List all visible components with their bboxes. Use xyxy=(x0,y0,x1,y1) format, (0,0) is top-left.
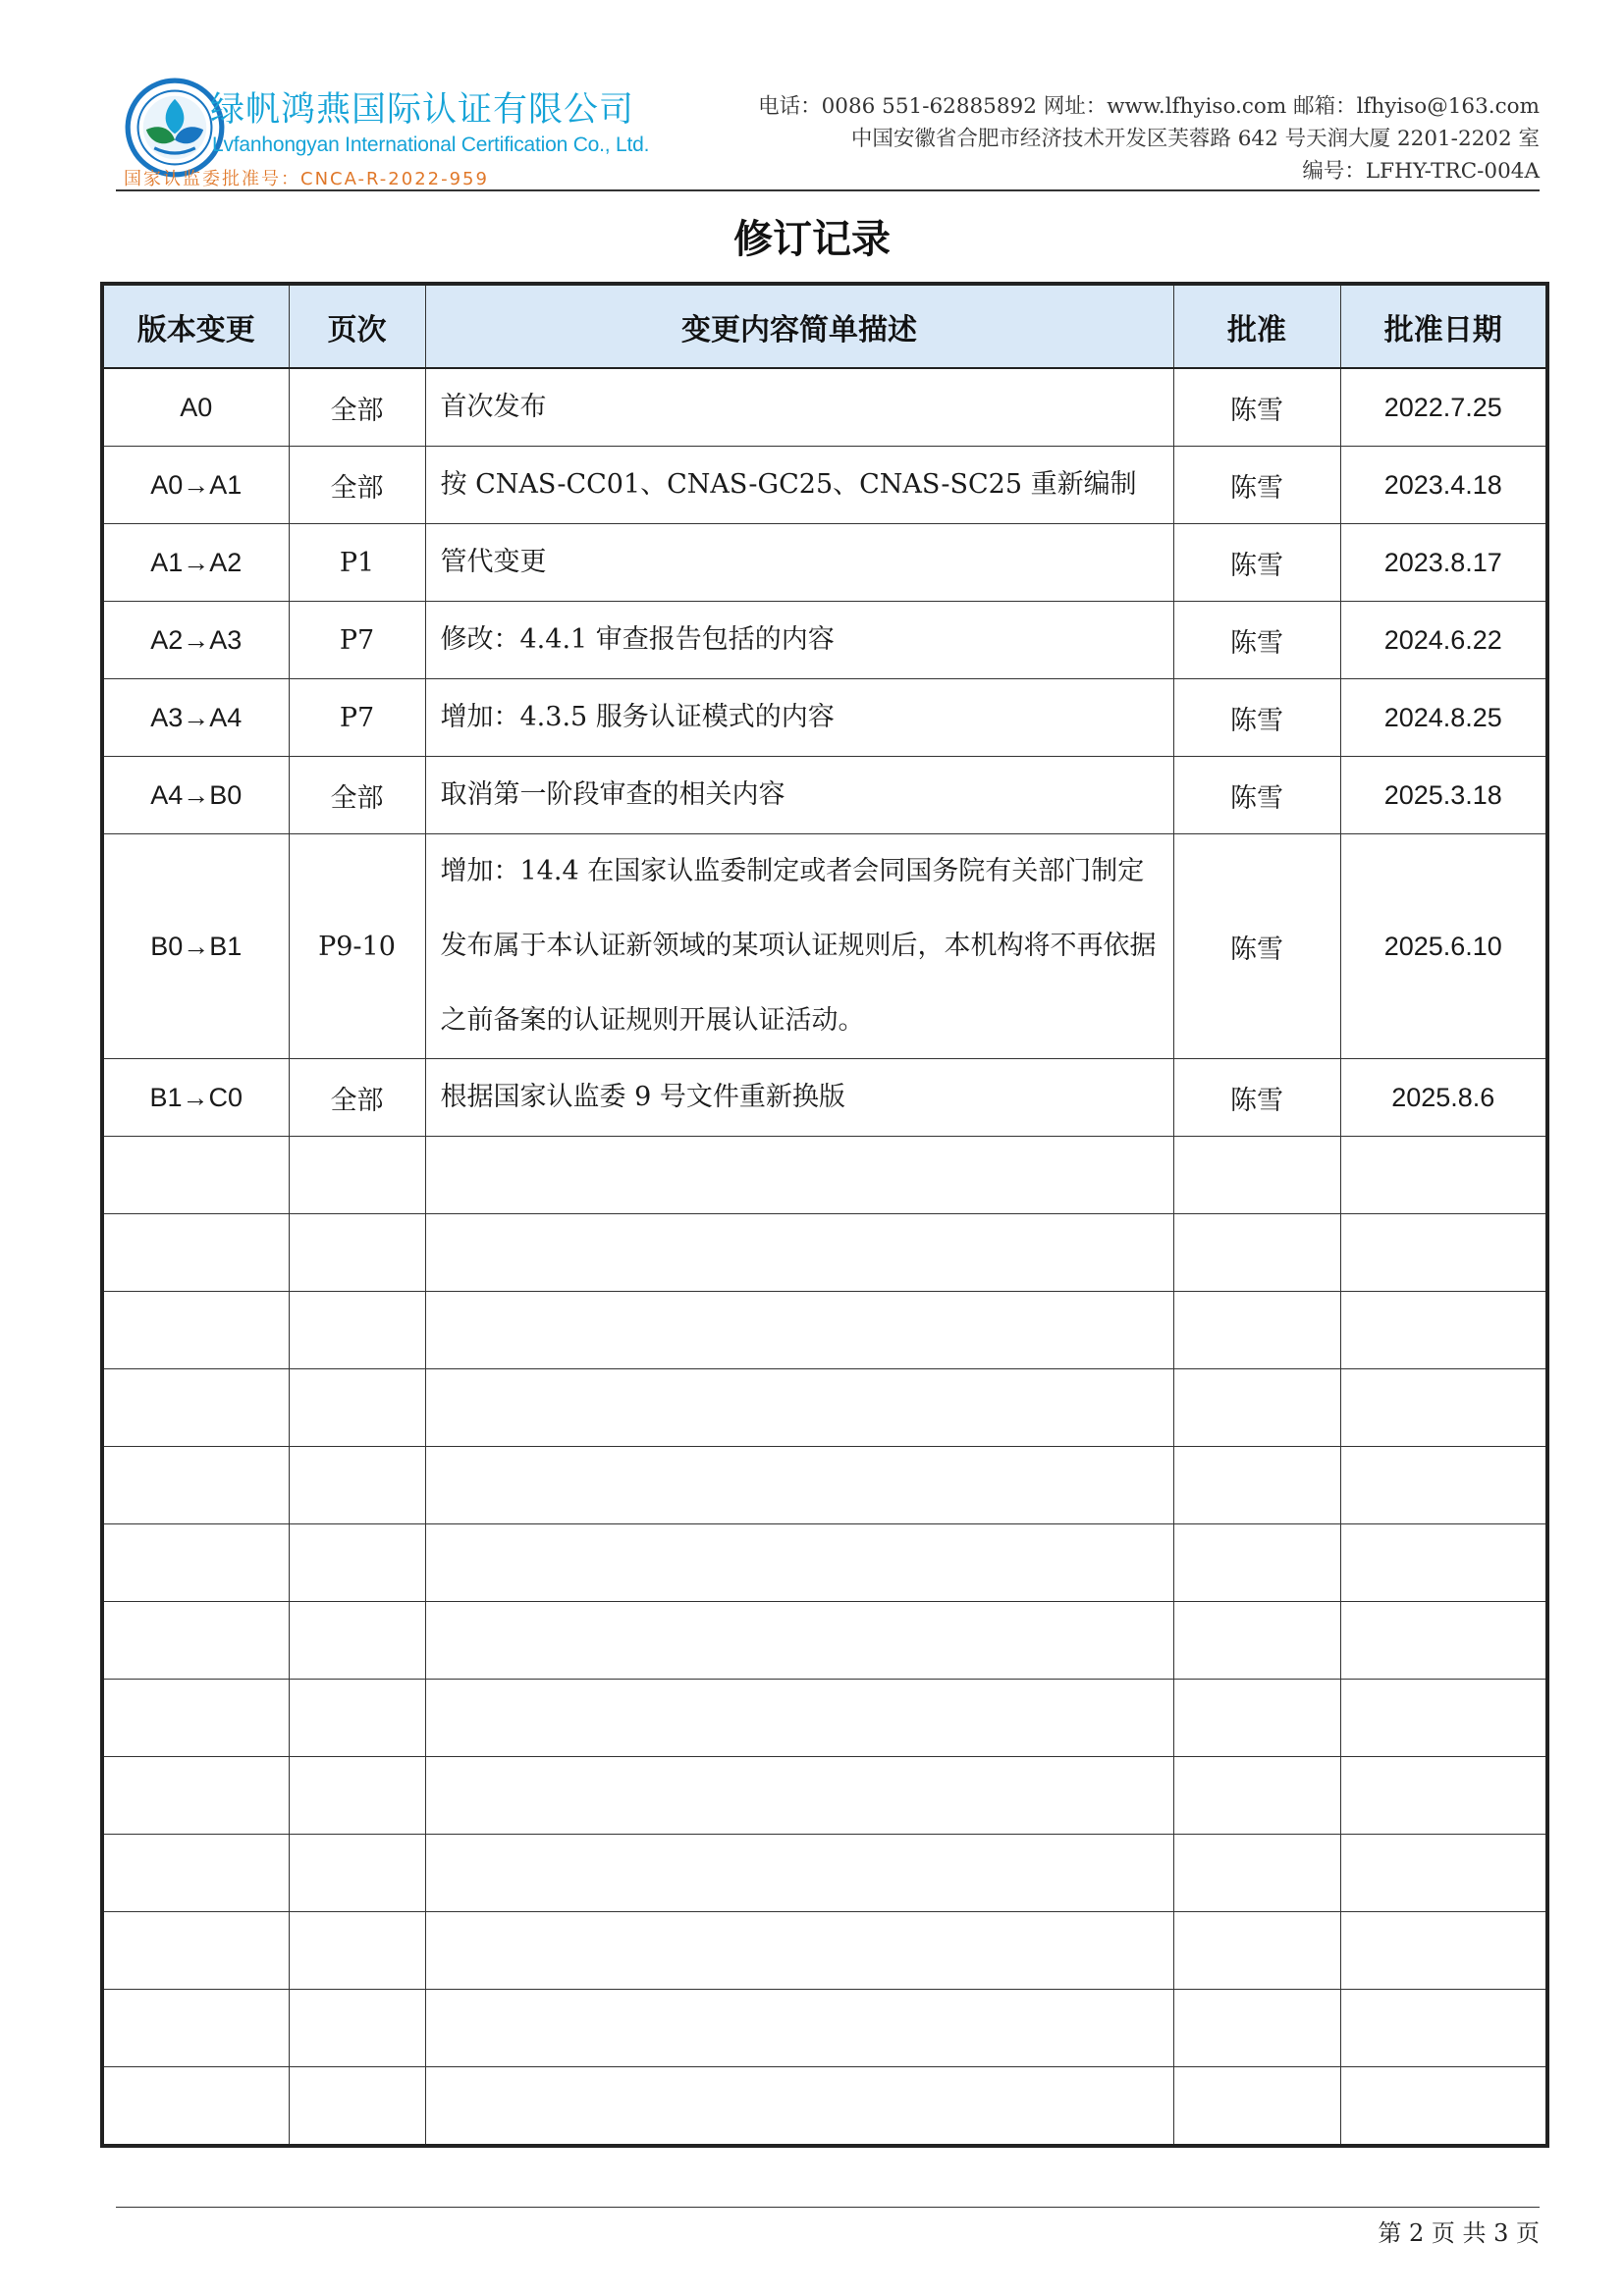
empty-cell xyxy=(1340,1835,1547,1912)
header-version: 版本变更 xyxy=(102,284,289,368)
page-number: 第 2 页 共 3 页 xyxy=(1378,2219,1540,2247)
empty-cell xyxy=(102,2067,289,2147)
approver-cell: 陈雪 xyxy=(1173,524,1340,602)
empty-row xyxy=(102,1447,1547,1524)
empty-cell xyxy=(1340,1912,1547,1990)
empty-cell xyxy=(102,1137,289,1214)
empty-row xyxy=(102,1912,1547,1990)
date-cell: 2025.3.18 xyxy=(1340,757,1547,834)
description-cell: 首次发布 xyxy=(425,368,1173,447)
revision-table xyxy=(100,282,1549,2148)
empty-row xyxy=(102,1835,1547,1912)
empty-cell xyxy=(1173,1447,1340,1524)
empty-row xyxy=(102,1292,1547,1369)
empty-cell xyxy=(289,1137,425,1214)
version-cell: A3→A4 xyxy=(102,679,289,757)
empty-cell xyxy=(289,2067,425,2147)
date-cell: 2022.7.25 xyxy=(1340,368,1547,447)
empty-cell xyxy=(425,1680,1173,1757)
approver-cell: 陈雪 xyxy=(1173,602,1340,679)
empty-cell xyxy=(425,1757,1173,1835)
table-row xyxy=(102,834,1547,1059)
header-approver: 批准 xyxy=(1173,284,1340,368)
header-date: 批准日期 xyxy=(1340,284,1547,368)
empty-cell xyxy=(1340,1680,1547,1757)
empty-row xyxy=(102,1990,1547,2067)
header-page: 页次 xyxy=(289,284,425,368)
empty-row xyxy=(102,1524,1547,1602)
approver-cell: 陈雪 xyxy=(1173,1059,1340,1137)
empty-cell xyxy=(1340,1757,1547,1835)
version-cell: A4→B0 xyxy=(102,757,289,834)
empty-cell xyxy=(102,1835,289,1912)
table-row xyxy=(102,602,1547,679)
date-cell: 2024.8.25 xyxy=(1340,679,1547,757)
version-cell: A1→A2 xyxy=(102,524,289,602)
empty-cell xyxy=(102,1602,289,1680)
page-cell: 全部 xyxy=(289,368,425,447)
empty-cell xyxy=(102,1912,289,1990)
empty-cell xyxy=(1340,1524,1547,1602)
empty-cell xyxy=(425,1524,1173,1602)
empty-cell xyxy=(1173,1912,1340,1990)
version-cell: A0→A1 xyxy=(102,447,289,524)
empty-cell xyxy=(289,1369,425,1447)
approver-cell: 陈雪 xyxy=(1173,368,1340,447)
version-cell: A2→A3 xyxy=(102,602,289,679)
version-cell: A0 xyxy=(102,368,289,447)
empty-cell xyxy=(1173,1214,1340,1292)
empty-cell xyxy=(1340,1602,1547,1680)
empty-row xyxy=(102,1680,1547,1757)
table-row xyxy=(102,1059,1547,1137)
empty-cell xyxy=(1173,1835,1340,1912)
empty-cell xyxy=(289,1602,425,1680)
page-cell: 全部 xyxy=(289,447,425,524)
brand-name-cn: 绿帆鸿燕国际认证有限公司 xyxy=(210,90,635,130)
description-cell: 按 CNAS-CC01、CNAS-GC25、CNAS-SC25 重新编制 xyxy=(425,447,1173,524)
empty-cell xyxy=(425,1137,1173,1214)
empty-cell xyxy=(289,1447,425,1524)
empty-cell xyxy=(425,1447,1173,1524)
empty-row xyxy=(102,2067,1547,2147)
date-cell: 2023.4.18 xyxy=(1340,447,1547,524)
page-title: 修订记录 xyxy=(733,217,891,262)
empty-cell xyxy=(425,1369,1173,1447)
empty-cell xyxy=(1173,2067,1340,2147)
empty-cell xyxy=(1340,1137,1547,1214)
empty-cell xyxy=(1340,1990,1547,2067)
empty-cell xyxy=(425,1292,1173,1369)
empty-cell xyxy=(425,2067,1173,2147)
empty-cell xyxy=(289,1292,425,1369)
empty-row xyxy=(102,1602,1547,1680)
empty-cell xyxy=(425,1912,1173,1990)
empty-cell xyxy=(289,1757,425,1835)
version-cell: B0→B1 xyxy=(102,834,289,1059)
empty-cell xyxy=(1173,1757,1340,1835)
table-row xyxy=(102,679,1547,757)
date-cell: 2025.8.6 xyxy=(1340,1059,1547,1137)
approver-cell: 陈雪 xyxy=(1173,757,1340,834)
page-cell: P9-10 xyxy=(289,834,425,1059)
date-cell: 2025.6.10 xyxy=(1340,834,1547,1059)
brand-name-en: Lvfanhongyan International Certification Co., Ltd. xyxy=(212,133,650,156)
approver-cell: 陈雪 xyxy=(1173,447,1340,524)
empty-cell xyxy=(425,1990,1173,2067)
table-row xyxy=(102,524,1547,602)
empty-cell xyxy=(289,1990,425,2067)
page-cell: 全部 xyxy=(289,1059,425,1137)
empty-cell xyxy=(1173,1524,1340,1602)
empty-cell xyxy=(1340,2067,1547,2147)
empty-cell xyxy=(1340,1369,1547,1447)
description-cell: 取消第一阶段审查的相关内容 xyxy=(425,757,1173,834)
empty-row xyxy=(102,1137,1547,1214)
page-cell: P7 xyxy=(289,602,425,679)
version-cell: B1→C0 xyxy=(102,1059,289,1137)
company-logo xyxy=(116,77,650,189)
empty-cell xyxy=(1340,1292,1547,1369)
empty-cell xyxy=(289,1214,425,1292)
empty-row xyxy=(102,1214,1547,1292)
empty-cell xyxy=(1173,1369,1340,1447)
approver-cell: 陈雪 xyxy=(1173,679,1340,757)
empty-cell xyxy=(289,1680,425,1757)
empty-cell xyxy=(289,1835,425,1912)
page-cell: P1 xyxy=(289,524,425,602)
empty-cell xyxy=(1173,1990,1340,2067)
empty-cell xyxy=(102,1680,289,1757)
date-cell: 2023.8.17 xyxy=(1340,524,1547,602)
description-cell: 管代变更 xyxy=(425,524,1173,602)
document-number: 编号：LFHY-TRC-004A xyxy=(1302,159,1540,184)
table-row xyxy=(102,447,1547,524)
page-cell: P7 xyxy=(289,679,425,757)
empty-cell xyxy=(102,1369,289,1447)
table-row xyxy=(102,368,1547,447)
description-cell: 修改：4.4.1 审查报告包括的内容 xyxy=(425,602,1173,679)
empty-cell xyxy=(289,1524,425,1602)
empty-cell xyxy=(102,1524,289,1602)
empty-cell xyxy=(102,1447,289,1524)
empty-row xyxy=(102,1369,1547,1447)
description-cell: 根据国家认监委 9 号文件重新换版 xyxy=(425,1059,1173,1137)
page-cell: 全部 xyxy=(289,757,425,834)
empty-row xyxy=(102,1757,1547,1835)
empty-cell xyxy=(1340,1447,1547,1524)
address-line: 中国安徽省合肥市经济技术开发区芙蓉路 642 号天润大厦 2201-2202 室 xyxy=(850,127,1540,151)
empty-cell xyxy=(1173,1680,1340,1757)
empty-cell xyxy=(1173,1602,1340,1680)
revision-rows xyxy=(102,368,1547,2146)
empty-cell xyxy=(102,1757,289,1835)
description-cell: 增加：4.3.5 服务认证模式的内容 xyxy=(425,679,1173,757)
empty-cell xyxy=(102,1292,289,1369)
empty-cell xyxy=(425,1214,1173,1292)
contact-line: 电话：0086 551-62885892 网址：www.lfhyiso.com 邮箱：lfhyiso@163.com xyxy=(758,94,1540,119)
approver-cell: 陈雪 xyxy=(1173,834,1340,1059)
empty-cell xyxy=(1173,1292,1340,1369)
empty-cell xyxy=(1173,1137,1340,1214)
description-cell: 增加：14.4 在国家认监委制定或者会同国务院有关部门制定发布属于本认证新领域的某项认证规则后，本机构将不再依据之前备案的认证规则开展认证活动。 xyxy=(425,834,1173,1059)
header-divider xyxy=(116,189,1540,191)
contact-info xyxy=(758,90,1540,187)
footer-divider xyxy=(116,2207,1540,2208)
table-header-row xyxy=(102,284,1547,368)
header-description: 变更内容简单描述 xyxy=(425,284,1173,368)
empty-cell xyxy=(1340,1214,1547,1292)
empty-cell xyxy=(425,1835,1173,1912)
table-row xyxy=(102,757,1547,834)
empty-cell xyxy=(289,1912,425,1990)
empty-cell xyxy=(102,1990,289,2067)
empty-cell xyxy=(425,1602,1173,1680)
approval-number: 国家认监委批准号：CNCA-R-2022-959 xyxy=(124,169,489,189)
date-cell: 2024.6.22 xyxy=(1340,602,1547,679)
empty-cell xyxy=(102,1214,289,1292)
